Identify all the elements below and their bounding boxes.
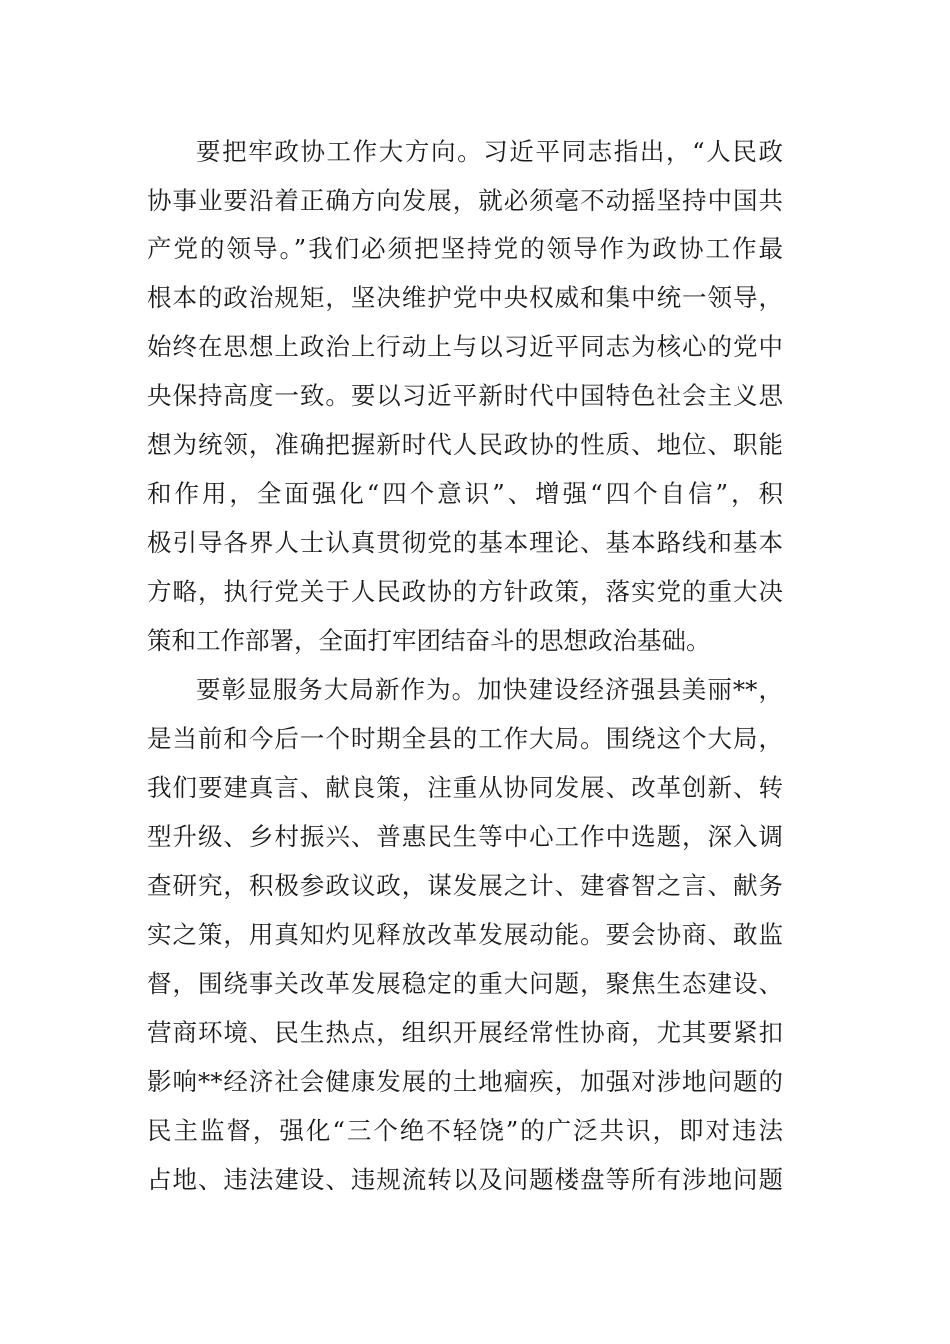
paragraph-1-line-11: 策和工作部署，全面打牢团结奋斗的思想政治基础。 xyxy=(147,626,711,655)
paragraph-2-line-5: 查研究，积极参政议政，谋发展之计、建睿智之言、献务 xyxy=(147,871,783,900)
paragraph-1-line-8: 和作用，全面强化“四个意识”、增强“四个自信”，积 xyxy=(147,479,783,508)
paragraph-2-line-8: 营商环境、民生热点，组织开展经常性协商，尤其要紧扣 xyxy=(147,1018,783,1047)
paragraph-2-line-10: 民主监督，强化“三个绝不轻饶”的广泛共识，即对违法 xyxy=(147,1116,783,1145)
paragraph-1-line-5: 始终在思想上政治上行动上与以习近平同志为核心的党中 xyxy=(147,332,783,361)
paragraph-2-line-2: 是当前和今后一个时期全县的工作大局。围绕这个大局， xyxy=(147,724,783,753)
paragraph-2-line-4: 型升级、乡村振兴、普惠民生等中心工作中选题，深入调 xyxy=(147,822,783,851)
paragraph-1-line-6: 央保持高度一致。要以习近平新时代中国特色社会主义思 xyxy=(147,381,783,410)
paragraph-1-line-7: 想为统领，准确把握新时代人民政协的性质、地位、职能 xyxy=(147,430,783,459)
paragraph-1-line-1: 要把牢政协工作大方向。习近平同志指出，“人民政 xyxy=(196,137,783,166)
paragraph-1-line-9: 极引导各界人士认真贯彻党的基本理论、基本路线和基本 xyxy=(147,528,783,557)
paragraph-2-line-6: 实之策，用真知灼见释放改革发展动能。要会协商、敢监 xyxy=(147,920,783,949)
paragraph-1-line-2: 协事业要沿着正确方向发展，就必须毫不动摇坚持中国共 xyxy=(147,186,783,215)
paragraph-2-line-9: 影响**经济社会健康发展的土地痼疾，加强对涉地问题的 xyxy=(147,1067,783,1096)
paragraph-1-line-4: 根本的政治规矩，坚决维护党中央权威和集中统一领导， xyxy=(147,283,783,312)
paragraph-1-line-10: 方略，执行党关于人民政协的方针政策，落实党的重大决 xyxy=(147,577,783,606)
paragraph-2-line-3: 我们要建真言、献良策，注重从协同发展、改革创新、转 xyxy=(147,773,783,802)
paragraph-2-line-1: 要彰显服务大局新作为。加快建设经济强县美丽**， xyxy=(196,675,783,704)
paragraph-1-line-3: 产党的领导。”我们必须把坚持党的领导作为政协工作最 xyxy=(147,234,783,263)
paragraph-2-line-11: 占地、违法建设、违规流转以及问题楼盘等所有涉地问题 xyxy=(147,1165,783,1194)
paragraph-2-line-7: 督，围绕事关改革发展稳定的重大问题，聚焦生态建设、 xyxy=(147,969,783,998)
